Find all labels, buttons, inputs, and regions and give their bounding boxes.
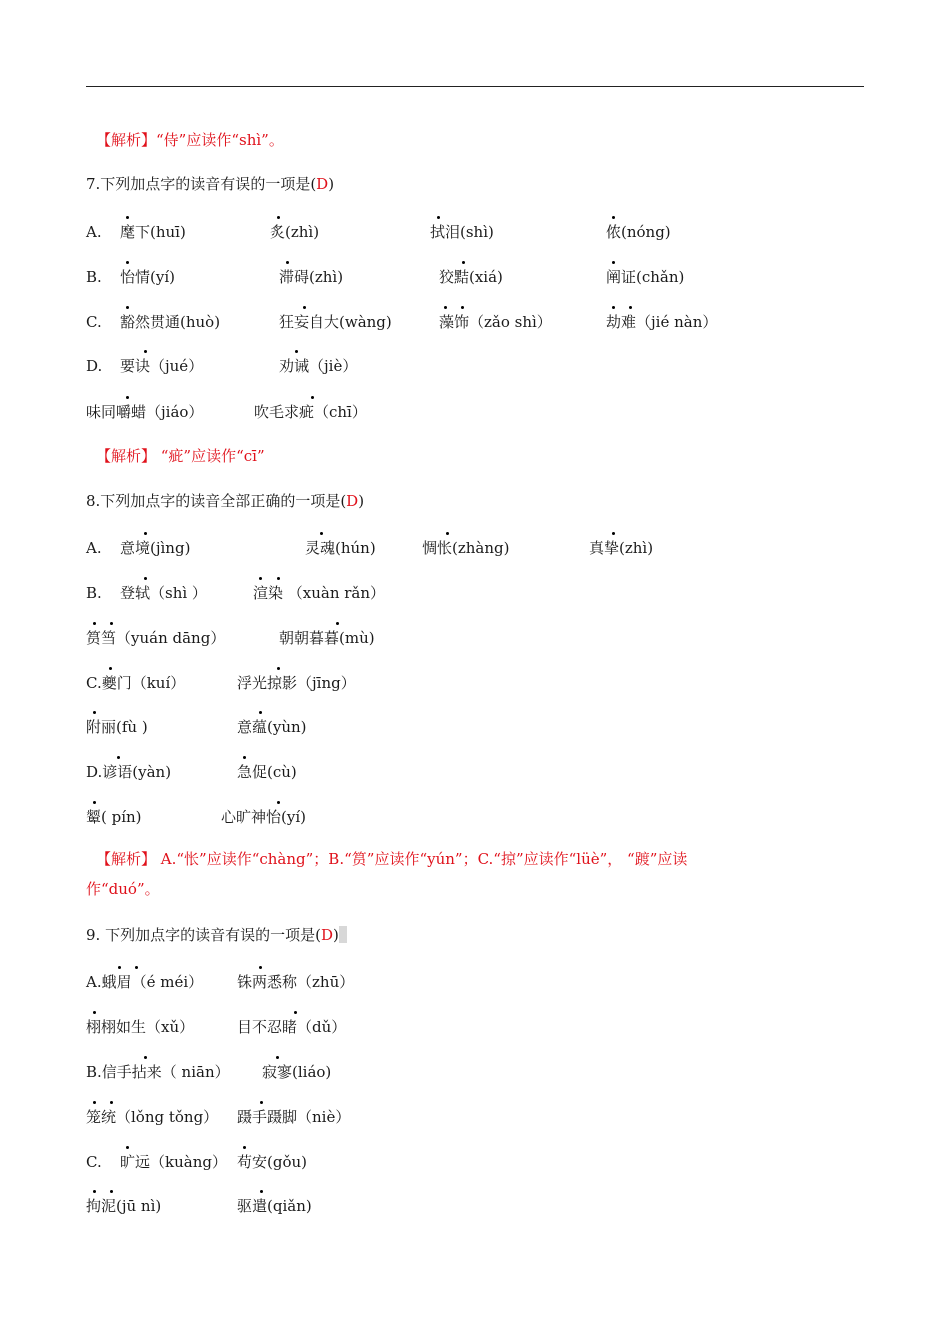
emphasis-dot: [260, 1190, 263, 1193]
emphasis-dot: [277, 801, 280, 804]
emphasis-dot: [612, 261, 615, 264]
emphasis-dot: [243, 1146, 246, 1149]
emphasis-dot: [126, 261, 129, 264]
emphasis-dot: [93, 801, 96, 804]
emphasis-dot: [135, 966, 138, 969]
q9-stem: 9. 下列加点字的读音有误的一项是(D): [86, 926, 347, 944]
emphasis-dot: [277, 667, 280, 670]
emphasis-dot: [126, 1146, 129, 1149]
emphasis-dot: [144, 577, 147, 580]
emphasis-dot: [277, 216, 280, 219]
emphasis-dot: [93, 622, 96, 625]
analysis-q6: 【解析】“侍”应读作“shì”。: [96, 131, 284, 149]
emphasis-dot: [117, 756, 120, 759]
q8-answer: D: [346, 492, 359, 510]
emphasis-dot: [612, 216, 615, 219]
emphasis-dot: [118, 966, 121, 969]
analysis-q8-line1: 【解析】 A.“怅”应读作“chàng”；B.“筼”应读作“yún”；C.“掠”应读作“lüè”， “踱”应读: [96, 850, 688, 868]
emphasis-dot: [612, 532, 615, 535]
emphasis-dot: [276, 1056, 279, 1059]
emphasis-dot: [444, 306, 447, 309]
emphasis-dot: [93, 1190, 96, 1193]
q7-answer: D: [316, 175, 329, 193]
q7-stem: 7.下列加点字的读音有误的一项是(D): [86, 175, 335, 193]
emphasis-dot: [259, 966, 262, 969]
emphasis-dot: [93, 711, 96, 714]
text-cursor: [339, 926, 347, 943]
emphasis-dot: [260, 1101, 263, 1104]
emphasis-dot: [259, 577, 262, 580]
emphasis-dot: [126, 396, 129, 399]
emphasis-dot: [93, 1101, 96, 1104]
emphasis-dot: [462, 261, 465, 264]
emphasis-dot: [311, 396, 314, 399]
emphasis-dot: [144, 350, 147, 353]
emphasis-dot: [286, 261, 289, 264]
emphasis-dot: [446, 532, 449, 535]
analysis-q7: 【解析】 “疵”应读作“cī”: [96, 447, 265, 465]
emphasis-dot: [629, 306, 632, 309]
emphasis-dot: [303, 306, 306, 309]
emphasis-dot: [259, 711, 262, 714]
emphasis-dot: [144, 532, 147, 535]
emphasis-dot: [109, 667, 112, 670]
emphasis-dot: [126, 216, 129, 219]
emphasis-dot: [93, 1011, 96, 1014]
emphasis-dot: [437, 216, 440, 219]
header-rule: [86, 86, 864, 87]
emphasis-dot: [336, 622, 339, 625]
analysis-q8-line2: 作“duó”。: [86, 880, 160, 898]
q9-answer: D: [320, 926, 333, 944]
emphasis-dot: [461, 306, 464, 309]
emphasis-dot: [294, 1011, 297, 1014]
emphasis-dot: [320, 532, 323, 535]
emphasis-dot: [295, 350, 298, 353]
emphasis-dot: [612, 306, 615, 309]
q8-stem: 8.下列加点字的读音全部正确的一项是(D): [86, 492, 365, 510]
emphasis-dot: [110, 1101, 113, 1104]
emphasis-dot: [144, 1056, 147, 1059]
emphasis-dot: [110, 622, 113, 625]
emphasis-dot: [110, 1190, 113, 1193]
emphasis-dot: [126, 306, 129, 309]
emphasis-dot: [243, 756, 246, 759]
emphasis-dot: [277, 577, 280, 580]
